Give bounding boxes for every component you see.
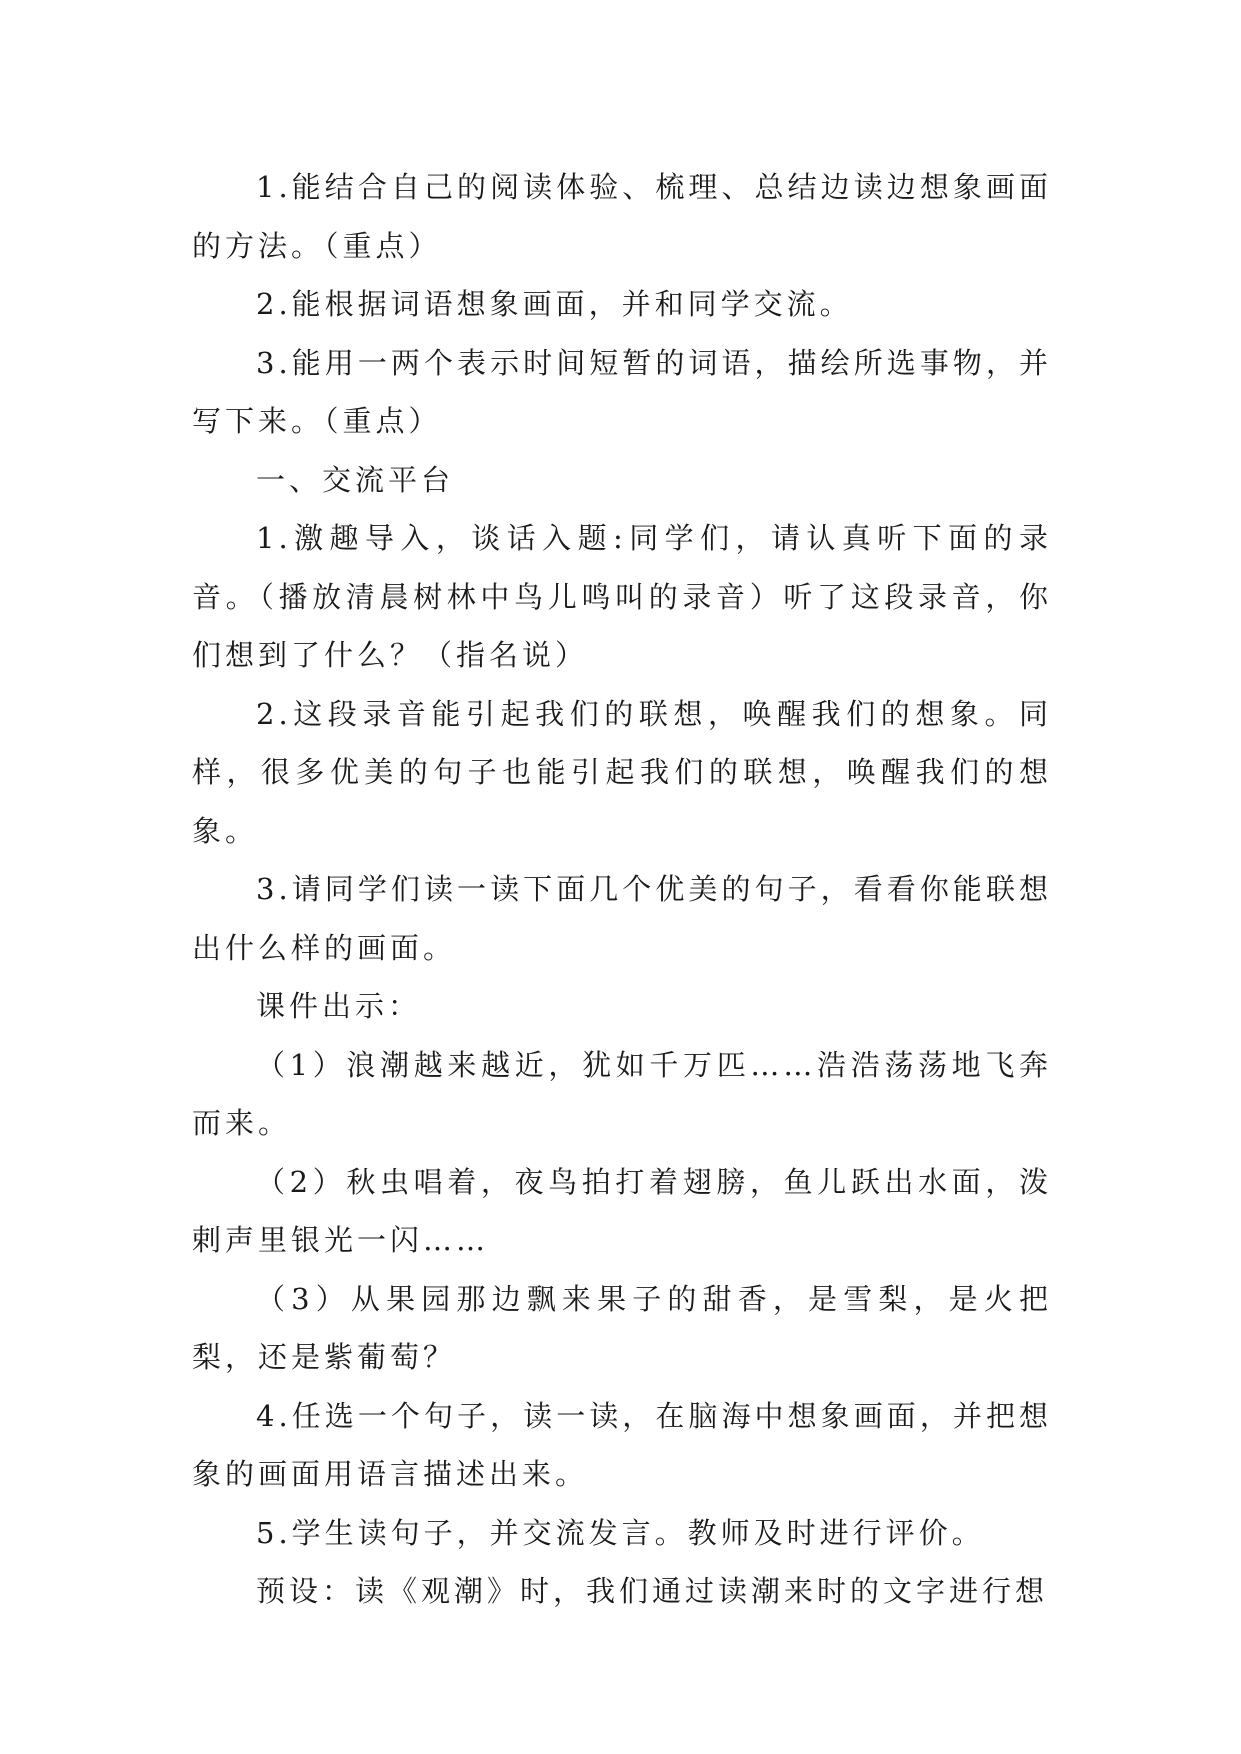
step-2: 2.这段录音能引起我们的联想，唤醒我们的想象。同样，很多优美的句子也能引起我们的联想，唤醒我们的想象。 [192, 696, 1052, 848]
step-5: 5.学生读句子，并交流发言。教师及时进行评价。 [256, 1515, 985, 1550]
section-heading: 一、交流平台 [256, 462, 455, 497]
document-body [192, 158, 1052, 1621]
step-4: 4.任选一个句子，读一读，在脑海中想象画面，并把想象的画面用语言描述出来。 [192, 1398, 1052, 1491]
objective-2: 2.能根据词语想象画面，并和同学交流。 [256, 287, 853, 321]
example-sentence-2: （2）秋虫唱着，夜鸟拍打着翅膀，鱼儿跃出水面，泼剌声里银光一闪…… [192, 1164, 1052, 1257]
step-1: 1.激趣导入，谈话入题:同学们，请认真听下面的录音。（播放清晨树林中鸟儿鸣叫的录音）听了这段录音，你们想到了什么？（指名说） [192, 521, 1052, 672]
objective-3: 3.能用一两个表示时间短暂的词语，描绘所选事物，并写下来。（重点） [192, 345, 1052, 438]
example-sentence-1: （1）浪潮越来越近，犹如千万匹……浩浩荡荡地飞奔而来。 [192, 1047, 1052, 1140]
preset-note: 预设：读《观潮》时，我们通过读潮来时的文字进行想 [256, 1574, 1049, 1608]
objective-1: 1.能结合自己的阅读体验、梳理、总结边读边想象画面的方法。（重点） [192, 170, 1052, 263]
example-sentence-3: （3）从果园那边飘来果子的甜香，是雪梨，是火把梨，还是紫葡萄？ [192, 1281, 1052, 1374]
courseware-label: 课件出示： [256, 989, 422, 1023]
step-3: 3.请同学们读一读下面几个优美的句子，看看你能联想出什么样的画面。 [192, 872, 1052, 965]
